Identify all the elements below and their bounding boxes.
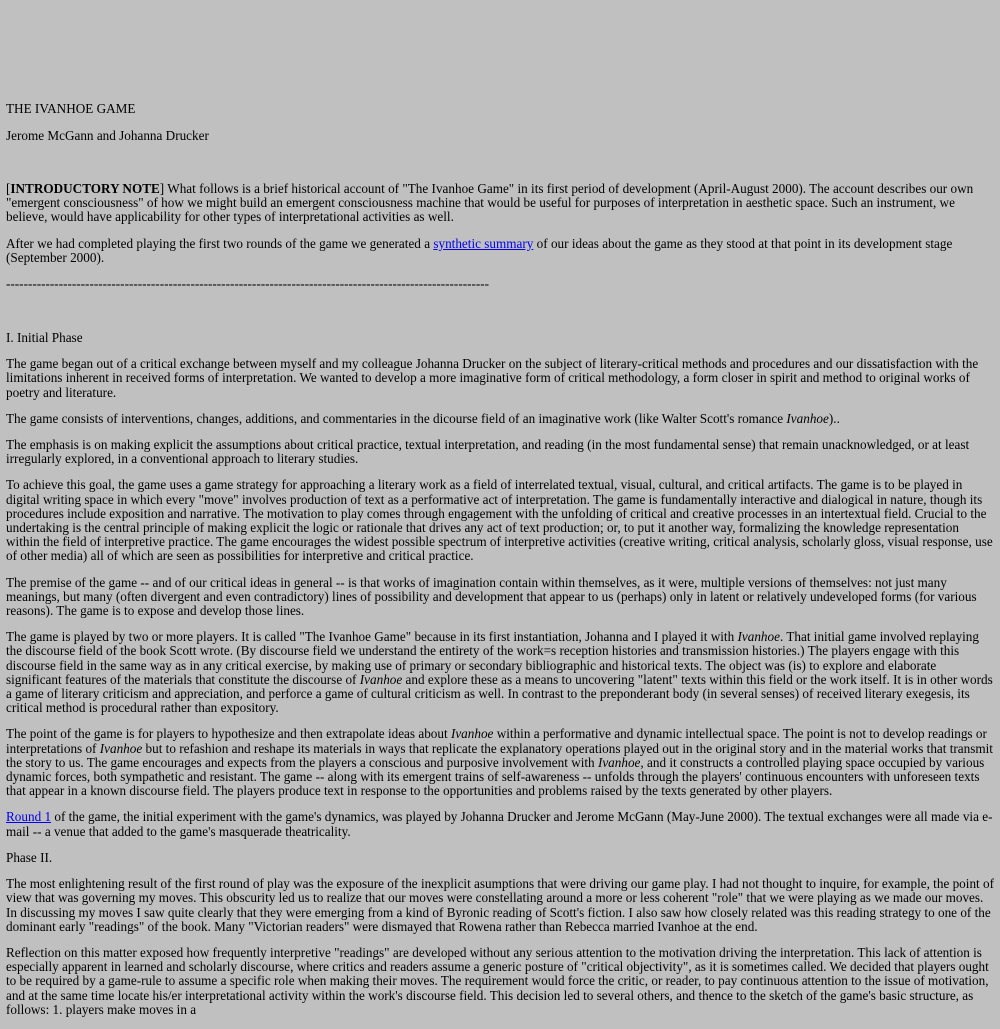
intro-block (6, 182, 994, 303)
paragraph-emphasis: The emphasis is on making explicit the assumptions about critical practice, textual interpretation, and reading (in the most fundamental sense) that remain unacknowledged, or at least irregularly explored, in a conventional approach to literary studies. (6, 437, 970, 467)
intro-bracket-close: ] (159, 181, 165, 196)
paragraph-reflection: Reflection on this matter exposed how frequently interpretive "readings" are developed without any serious attention to the motivation driving the interpretation. This lack of attention is especially apparent in learned and scholarly discourse, where critics and readers assume a generic posture of "critical objectivity", as it is sometimes called. We decided that players ought to be required by a game-rule to assume a specific role when making their moves. The requirement would force the critic, or reader, to pay continuous attention to the issue of motivation, and at the same time locate his/er interpretational activity within the work's discourse field. This decision led to several others, and thence to the sketch of the game's basic structure, as follows: 1. players make moves in a (6, 945, 989, 1017)
document-title: THE IVANHOE GAME (6, 101, 136, 116)
italic-title: Ivanhoe (737, 629, 780, 645)
text-span: , and it constructs a controlled playing space occupied by various dynamic forces, both sympathetic and resistant. The game -- along with its emergent trains of self-awareness -- unfolds through the players' continuous encounters with unforeseen texts that appear in a known discourse field. The players produce text in response to the opportunities and problems raised by the texts generated by other players. (6, 754, 985, 799)
italic-title: Ivanhoe (786, 410, 829, 426)
paragraph-round-1 (6, 810, 994, 838)
paragraph-players (6, 630, 994, 715)
text-span: The game is played by two or more players. It is called "The Ivanhoe Game" because in its first instantiation, Johanna and I played it with (6, 629, 738, 645)
summary-text-after: of our ideas about the game as they stood at that point in its development stage (September 2000). (6, 235, 953, 265)
intro-bracket-open: [ (6, 181, 11, 196)
paragraph-enlightening-result: The most enlightening result of the first round of play was the exposure of the inexplicit asumptions that were driving our game play. I had not thought to inquire, for example, the point of view that was governing my moves. This obscurity led us to realize that our moves were constellating around a more or less coherent "role" that we were playing as we made our moves. In discussing my moves I saw quite clearly that they were emerging from a kind of Byronic reading of Scott's fiction. I also saw how closely related was this reading strategy to one of the dominant early "readings" of the book. Many "Victorian readers" were dismayed that Rowena rather than Rebecca married Ivanhoe at the end. (6, 876, 994, 934)
introductory-note-paragraph (6, 182, 994, 225)
italic-title: Ivanhoe (99, 740, 143, 756)
section-heading-initial-phase: I. Initial Phase (6, 330, 83, 345)
italic-title: Ivanhoe (597, 754, 641, 770)
paragraph-premise: The premise of the game -- and of our critical ideas in general -- is that works of imagination contain within themselves, as it were, multiple versions of themselves: not just many meanings, but many (often divergent and even contradictory) lines of possibility and development that appear to us (perhaps) only in latent or relatively undeveloped forms (for various reasons). The game is to expose and develop those lines. (6, 574, 977, 619)
summary-text-before: After we had completed playing the first two rounds of the game we generated a (6, 235, 434, 251)
text-span: ).. (828, 410, 840, 426)
text-span: of the game, the initial experiment with the game's dynamics, was played by Johanna Drucker and Jerome McGann (May-June 2000). The textual exchanges were all made via e-mail -- a venue that added to the game's masquerade theatricality. (6, 809, 993, 839)
section-phase-two (6, 851, 994, 1029)
summary-paragraph (6, 237, 994, 265)
text-span: The game consists of interventions, changes, additions, and commentaries in the dicourse field of an imaginative work (like Walter Scott's romance (6, 410, 787, 426)
text-span: but to refashion and reshape its materials in ways that replicate the explanatory operations played out in the original story and in the material works that transmit the story to us. The game encourages and expects from the players a conscious and purposive involvement with (6, 740, 993, 770)
document-authors: Jerome McGann and Johanna Drucker (6, 128, 209, 143)
section-initial-phase (6, 331, 994, 851)
synthetic-summary-link[interactable]: synthetic summary (433, 235, 534, 251)
round-1-link[interactable]: Round 1 (6, 809, 52, 825)
italic-title: Ivanhoe (450, 726, 494, 742)
text-span: The point of the game is for players to hypothesize and then extrapolate ideas about (6, 726, 451, 742)
paragraph-goal: To achieve this goal, the game uses a game strategy for approaching a literary work as a field of interrelated textual, visual, cultural, and critical artifacts. The game is to be played in digital writing space in which every "move" involves production of text as a performative act of interpretation. The game is fundamentally interactive and dialogical in nature, though its procedures include exposition and narrative. The motivation to play comes through engagement with the unfolding of critical and creative processes in an intertextual field. Crucial to the undertaking is the central principle of making explicit the logic or rationale that drives any act of text production; or, to put it another way, formalizing the knowledge representation within the field of interpretive practice. The game encourages the widest possible spectrum of interpretive activities (creative writing, critical analysis, scholarly gloss, visual response, use of other media) all of which are seen as possibilities for interpretive and critical practice. (6, 477, 993, 564)
horizontal-dash-rule: -------------------------------------------------------------------------------------------------------------- (6, 277, 490, 292)
section-heading-phase-two: Phase II. (6, 850, 53, 865)
text-span: . That initial game involved replaying the discourse field of the book Scott wrote. (By discourse field we understand the entirety of the work=s reception histories and transmission histories.) The players engage with this discourse field in the same way as in any critical exercise, by making use of primary or secondary bibliographic and historical texts. The object was (is) to explore and elaborate significant features of the materials that constitute the discourse of (6, 629, 979, 687)
text-span: within a performative and dynamic intellectual space. The point is not to develop readings or interpretations of (6, 726, 987, 756)
introductory-note-label: INTRODUCTORY NOTE (10, 181, 160, 196)
paragraph-point-of-game (6, 727, 994, 798)
text-span: and explore these as a means to uncovering "latent" texts within this field or the work itself. It is in other words a game of literary criticism and appreciation, and perforce a game of cultural criticism as well. In contrast to the preponderant body (in several senses) of received literary exegesis, its critical method is procedural rather than expository. (6, 671, 993, 716)
paragraph-origin: The game began out of a critical exchange between myself and my colleague Johanna Drucker on the subject of literary-critical methods and procedures and our dissatisfaction with the limitations inherent in received forms of interpretation. We wanted to develop a more imaginative form of critical methodology, a form closer in spirit and method to original works of poetry and literature. (6, 356, 979, 400)
italic-title: Ivanhoe (359, 671, 403, 687)
paragraph-game-consists (6, 412, 994, 426)
introductory-note-text: What follows is a brief historical account of "The Ivanhoe Game" in its first period of development (April-August 2000). The account describes our own "emergent consciousness" of how we might build an emergent consciousness machine that would be useful for purposes of interpretation in aesthetic space. Such an instrument, we believe, would have applicability for other types of interpretational activities as well. (6, 181, 974, 225)
